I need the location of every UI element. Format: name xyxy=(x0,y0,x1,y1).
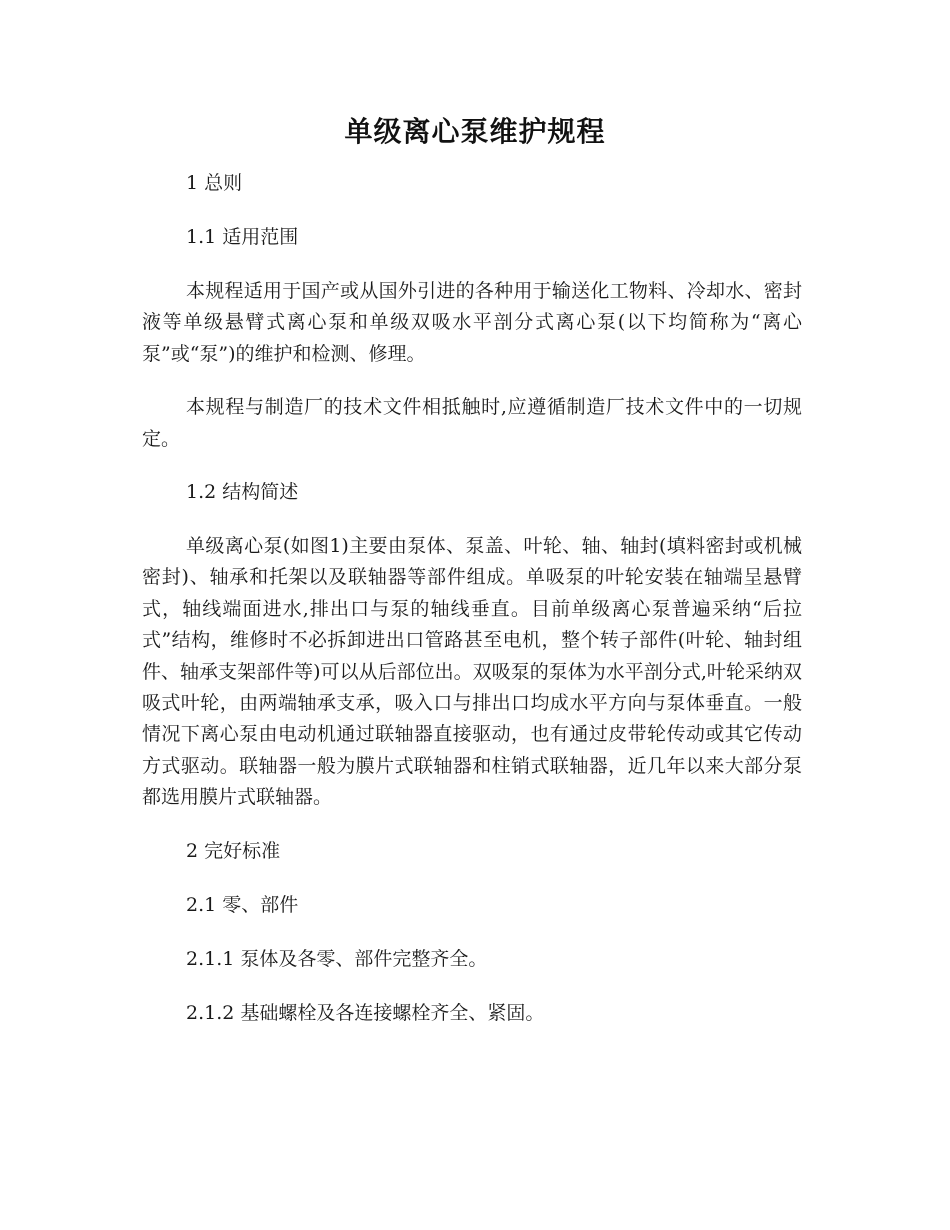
paragraph-scope: 本规程适用于国产或从国外引进的各种用于输送化工物料、冷却水、密封液等单级悬臂式离心泵和单级双吸水平剖分式离心泵(以下均简称为“离心泵”或“泵”)的维护和检测、修理。 xyxy=(142,280,802,365)
document-title: 单级离心泵维护规程 xyxy=(344,115,606,148)
section-heading-2: 2 完好标准 xyxy=(186,839,281,862)
section-heading-1-2: 1.2 结构简述 xyxy=(186,481,299,504)
paragraph-manufacturer-docs: 本规程与制造厂的技术文件相抵触时,应遵循制造厂技术文件中的一切规定。 xyxy=(142,396,802,450)
paragraph-structure: 单级离心泵(如图1)主要由泵体、泵盖、叶轮、轴、轴封(填料密封或机械密封)、轴承和托架以及联轴器等部件组成。单吸泵的叶轮安装在轴端呈悬臂式，轴线端面进水,排出口与泵的轴线垂直。目前单级离心泵普遍采纳“后拉式”结构，维修时不必拆卸进出口管路甚至电机，整个转子部件(叶轮、轴封组件、轴承支架部件等)可以从后部位出。双吸泵的泵体为水平剖分式,叶轮采纳双吸式叶轮，由两端轴承支承，吸入口与排出口均成水平方向与泵体垂直。一般情况下离心泵由电动机通过联轴器直接驱动，也有通过皮带轮传动或其它传动方式驱动。联轴器一般为膜片式联轴器和柱销式联轴器，近几年以来大部分泵都选用膜片式联轴器。 xyxy=(142,535,802,809)
document-body xyxy=(142,168,802,1028)
section-heading-1: 1 总则 xyxy=(186,172,243,194)
section-heading-1-1: 1.1 适用范围 xyxy=(186,226,299,248)
section-heading-2-1-2: 2.1.2 基础螺栓及各连接螺栓齐全、紧固。 xyxy=(186,1001,545,1024)
section-heading-2-1-1: 2.1.1 泵体及各零、部件完整齐全。 xyxy=(186,947,488,970)
section-heading-2-1: 2.1 零、部件 xyxy=(186,893,299,916)
